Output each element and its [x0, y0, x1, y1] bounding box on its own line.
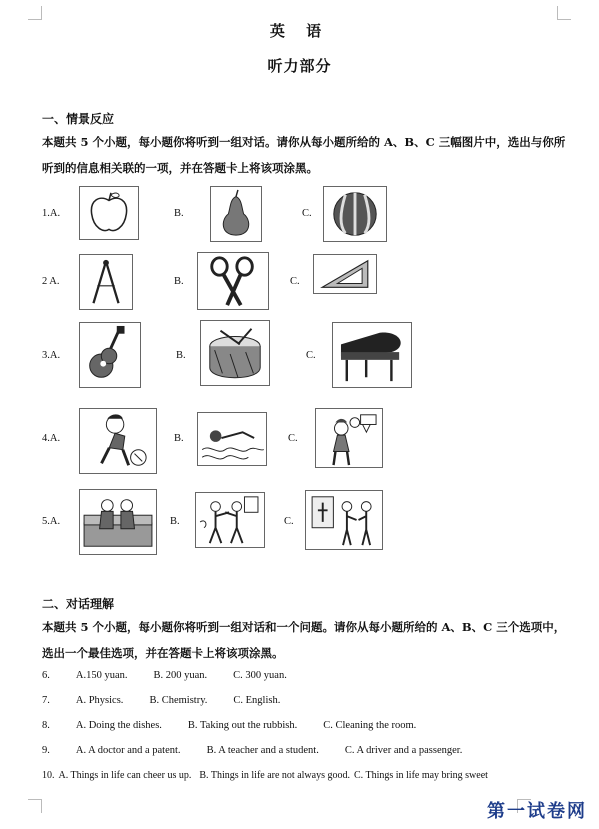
q1-option-a-apple-picture[interactable]	[79, 186, 139, 240]
q10-option-b[interactable]: B. Things in life are not always good.	[199, 770, 350, 781]
q4-option-a-boy-football-picture[interactable]	[79, 408, 157, 474]
q1-label: 1.A.	[42, 208, 61, 219]
q5-option-b-two-boys-fight-picture[interactable]	[195, 492, 265, 548]
page-subtitle: 听力部分	[267, 57, 332, 75]
q6-number: 6.	[42, 670, 50, 681]
q5-label: 5.A.	[42, 516, 61, 527]
q9-option-b[interactable]: B. A teacher and a student.	[206, 745, 319, 756]
q2-option-b-scissors-picture[interactable]	[197, 252, 269, 310]
q2-label: 2 A.	[42, 276, 60, 287]
q2-b-label: B.	[174, 276, 184, 287]
q7-number: 7.	[42, 695, 50, 706]
q3-b-label: B.	[176, 350, 186, 361]
q5-b-label: B.	[170, 516, 180, 527]
q9-option-a[interactable]: A. A doctor and a patent.	[75, 745, 181, 756]
q1-option-b-pear-picture[interactable]	[210, 186, 262, 242]
q8-option-c[interactable]: C. Cleaning the room.	[323, 720, 417, 731]
q5-c-label: C.	[284, 516, 294, 527]
q3-option-b-drum-picture[interactable]	[200, 320, 270, 386]
crop-mark	[28, 799, 42, 813]
q7-option-a[interactable]: A. Physics.	[75, 695, 124, 706]
q6-option-a[interactable]: A.150 yuan.	[75, 670, 128, 681]
q4-label: 4.A.	[42, 433, 61, 444]
q7-line	[42, 695, 280, 706]
q5-option-c-two-boys-picture-picture[interactable]	[305, 490, 383, 550]
q9-line	[42, 745, 462, 756]
q4-option-b-swimming-picture[interactable]	[197, 412, 267, 466]
q1-b-label: B.	[174, 208, 184, 219]
q6-option-b[interactable]: B. 200 yuan.	[153, 670, 208, 681]
q8-option-b[interactable]: B. Taking out the rubbish.	[187, 720, 298, 731]
q3-c-label: C.	[306, 350, 316, 361]
q4-option-c-girl-basketball-picture[interactable]	[315, 408, 383, 468]
section1-heading: 一、情景反应	[42, 112, 115, 126]
section2-instruction: 本题共 5 个小题，每小题你将听到一组对话和一个问题。请你从每小题所给的 A、B、C 三个选项中，选出一个最佳选项，并在答题卡上将该项涂黑。	[42, 620, 566, 660]
section2-heading: 二、对话理解	[42, 597, 115, 611]
crop-mark	[557, 6, 571, 20]
q10-option-a[interactable]: A. Things in life can cheer us up.	[58, 770, 192, 781]
q1-c-label: C.	[302, 208, 312, 219]
q6-line	[42, 670, 287, 681]
q10-line	[42, 770, 488, 781]
q1-option-c-watermelon-picture[interactable]	[323, 186, 387, 242]
q2-option-c-set-square-picture[interactable]	[313, 254, 377, 294]
section1-instruction: 本题共 5 个小题，每小题你将听到一组对话。请你从每小题所给的 A、B、C 三幅图片中，选出与你所听到的信息相关联的一项，并在答题卡上将该项涂黑。	[42, 135, 566, 175]
q3-option-a-guitar-picture[interactable]	[79, 322, 141, 388]
q2-c-label: C.	[290, 276, 300, 287]
q8-option-a[interactable]: A. Doing the dishes.	[75, 720, 162, 731]
site-watermark-logo: 第一试卷网	[487, 801, 587, 822]
q8-number: 8.	[42, 720, 50, 731]
q10-option-c[interactable]: C. Things in life may bring sweet	[353, 770, 488, 781]
q3-option-c-piano-picture[interactable]	[332, 322, 412, 388]
q4-c-label: C.	[288, 433, 298, 444]
q5-option-a-people-sofa-picture[interactable]	[79, 489, 157, 555]
q4-b-label: B.	[174, 433, 184, 444]
q8-line	[42, 720, 416, 731]
q6-option-c[interactable]: C. 300 yuan.	[233, 670, 287, 681]
page-title: 英 语	[269, 22, 330, 40]
q7-option-b[interactable]: B. Chemistry.	[149, 695, 208, 706]
q10-number: 10.	[42, 770, 55, 781]
q9-option-c[interactable]: C. A driver and a passenger.	[344, 745, 463, 756]
q3-label: 3.A.	[42, 350, 61, 361]
q7-option-c[interactable]: C. English.	[233, 695, 281, 706]
crop-mark	[28, 6, 42, 20]
q9-number: 9.	[42, 745, 50, 756]
q2-option-a-compass-picture[interactable]	[79, 254, 133, 310]
